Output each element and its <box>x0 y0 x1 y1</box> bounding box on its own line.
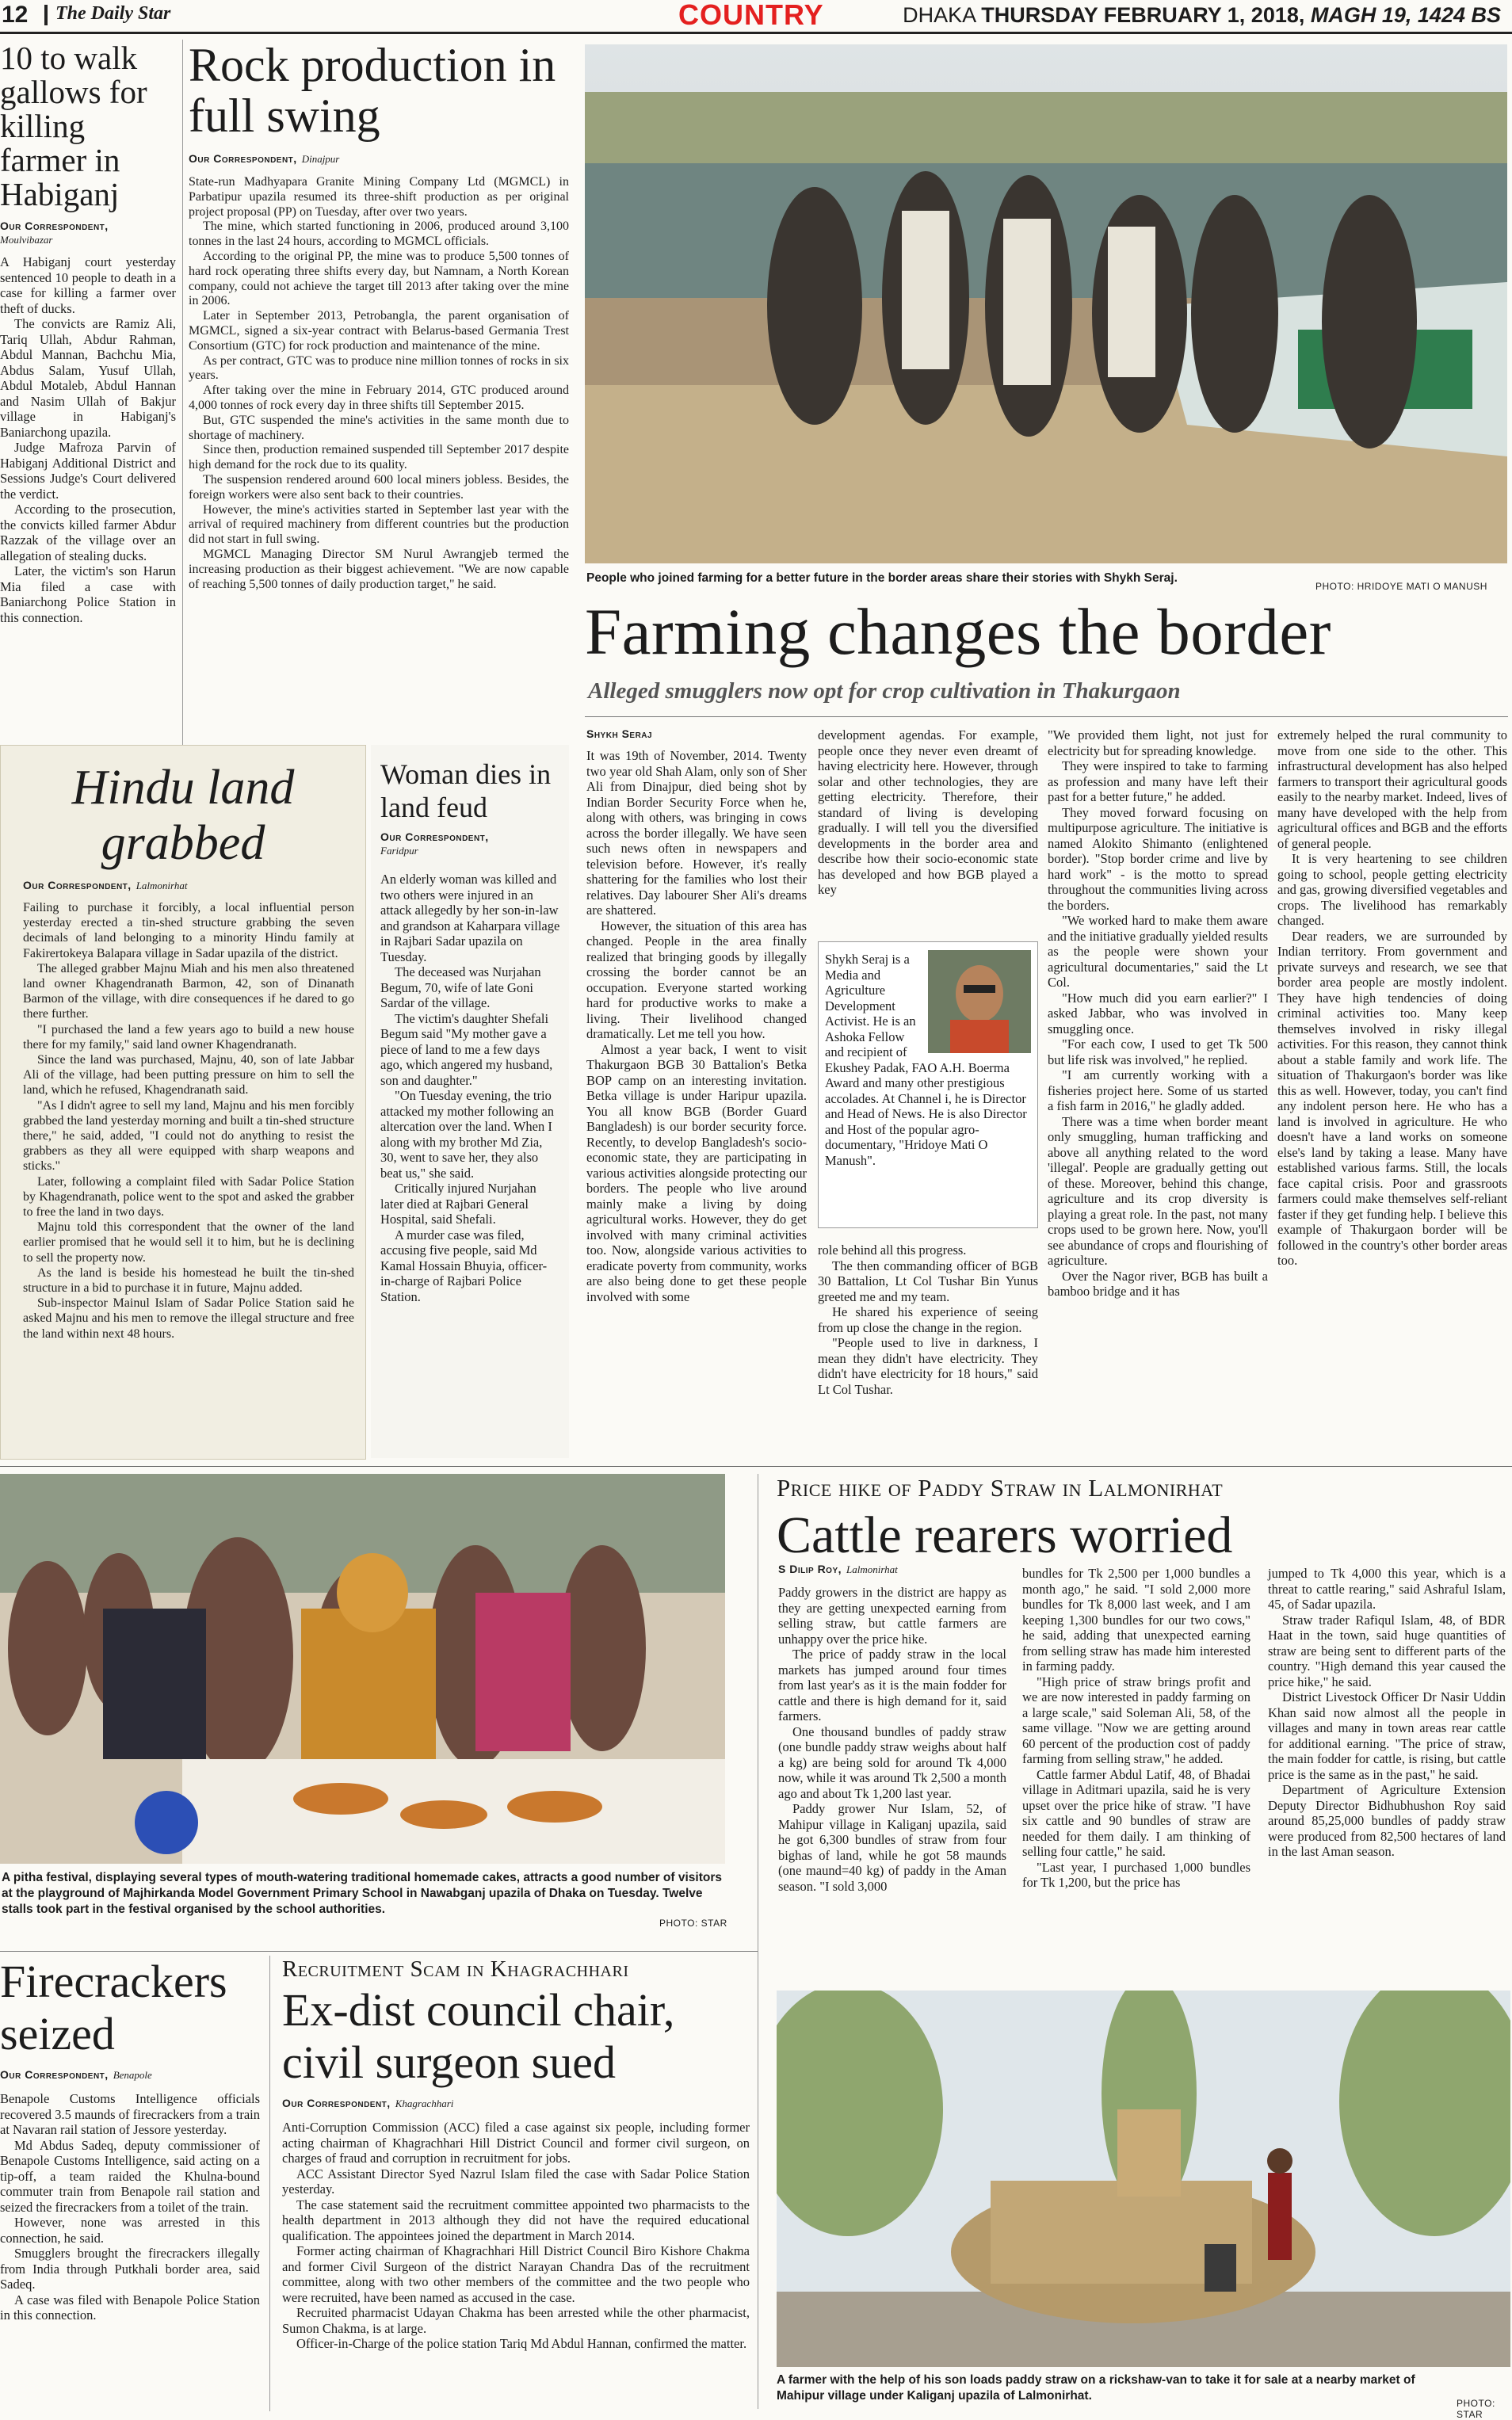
article-body <box>189 175 569 592</box>
article-paragraph: Later in September 2013, Petrobangla, the parent organisation of MGMCL, signed a six-year contract with Belarus-based Germania Trest Consortium (GTC) for rock production and maintenance of the mine. <box>189 309 569 353</box>
article-paragraph: The suspension rendered around 600 local miners jobless. Besides, the foreign workers were also sent back to their countries. <box>189 472 569 502</box>
pitha-photo <box>0 1474 725 1864</box>
article-paragraph: Paddy growers in the district are happy as they are getting unexpected earning from selling straw, but cattle farmers are unhappy over the price hike. <box>778 1585 1006 1647</box>
farming-column-4 <box>1277 727 1507 1269</box>
cattle-column-3 <box>1268 1566 1506 1860</box>
article-paragraph: An elderly woman was killed and two others were injured in an attack allegedly by her son-in-law and grandson at Kaharpara village in Rajbari Sadar upazila on Tuesday. <box>380 872 560 964</box>
article-kicker: Price hike of Paddy Straw in Lalmonirhat <box>777 1474 1224 1502</box>
cattle-column-2 <box>1022 1566 1250 1891</box>
article-headline: Firecrackers seized <box>0 1956 227 2059</box>
article-paragraph: District Livestock Officer Dr Nasir Uddin Khan said now almost all the people in villages and many in town areas rear cattle for additional earning. "The price of straw, the main fodder for cattle, is rising, but cattle price is the same as in the past," he said. <box>1268 1689 1506 1782</box>
article-paragraph: As the land is beside his homestead he built the tin-shed structure in a bid to purchase it in future, Majnu added. <box>23 1265 354 1296</box>
article-paragraph: bundles for Tk 2,500 per 1,000 bundles a month ago," he said. "I sold 2,000 more bundles for Tk 8,000 last week, and I am keeping 1,300 bundles for our two cows," he said, adding that unexpected earning from selling straw has made him interested in farming paddy. <box>1022 1566 1250 1674</box>
author-bio <box>825 952 1033 1168</box>
section-title: COUNTRY <box>678 0 824 31</box>
article-paragraph: As per contract, GTC was to produce nine million tonnes of rocks in six years. <box>189 353 569 383</box>
float-spacer <box>922 952 1033 1056</box>
article-paragraph: "We worked hard to make them aware and the initiative gradually yielded results as the people were shown your agricultural documentaries," said the Lt Col. <box>1048 913 1268 990</box>
article-body <box>1277 727 1507 1269</box>
article-paragraph: The then commanding officer of BGB 30 Battalion, Lt Col Tushar Bin Yunus greeted me and my team. <box>818 1258 1038 1304</box>
dateline <box>903 3 1501 28</box>
article-paragraph: Straw trader Rafiqul Islam, 48, of BDR Haat in the town, said huge quantities of straw are being sent to different parts of the country. "High demand this year caused the price hike," he said. <box>1268 1612 1506 1689</box>
article-body <box>818 727 1038 898</box>
farming-column-3 <box>1048 727 1268 1300</box>
article-paragraph: "As I didn't agree to sell my land, Majnu and his men forcibly grabbed the land yesterday morning and built a tin-shed structure there," he said, added, "I could not do anything to resist the grabbers as they all were equipped with sharp weapons and sticks." <box>23 1098 354 1174</box>
article-paragraph: Officer-in-Charge of the police station Tariq Md Abdul Hannan, confirmed the matter. <box>296 2336 747 2352</box>
byline-location: Dinajpur <box>301 153 340 165</box>
article-paragraph: role behind all this progress. <box>818 1242 967 1258</box>
paper-logo: The Daily Star <box>55 3 171 24</box>
article-paragraph: The deceased was Nurjahan Begum, 70, wife of late Goni Sardar of the village. <box>380 964 541 1010</box>
article-paragraph: Judge Mafroza Parvin of Habiganj Additional District and Sessions Judge's Court delivered the verdict. <box>0 440 176 502</box>
date-bangla: MAGH 19, 1424 BS <box>1310 3 1501 27</box>
byline-location: Lalmonirhat <box>846 1563 898 1575</box>
article-byline <box>0 219 176 246</box>
byline-text: Our Correspondent, <box>0 2068 109 2081</box>
article-paragraph: It was 19th of November, 2014. Twenty two year old Shah Alam, only son of Sher Ali from Dinajpur, died being shot by Indian Border Security Force when he, along with others, was bringing in cows across the border illegally. We have seen such news often in newspapers and television before. However, it's really shattering for the families who lost their relatives. Day labourer Sher Ali's dreams are shattered. <box>586 748 807 918</box>
article-paragraph: Md Abdus Sadeq, deputy commissioner of Benapole Customs Intelligence, said acting on a tip-off, a team raided the Khulna-bound commuter train from Benapole rail station and seized the firecrackers from a toilet of the train. <box>0 2137 260 2215</box>
article-byline <box>380 830 563 857</box>
article-paragraph: Anti-Corruption Commission (ACC) filed a case against six people, including former acting chairman of Khagrachhari Hill District Council and former civil surgeon, on charges of fraud and corruption in recruitment for jobs. <box>282 2120 750 2166</box>
article-paragraph: Later, following a complaint filed with Sadar Police Station by Khagendranath, police went to the spot and asked the grabber to free the land in two days. <box>23 1174 354 1220</box>
byline-location: Khagrachhari <box>395 2097 454 2110</box>
farming-photo <box>585 44 1507 563</box>
article-paragraph: Benapole Customs Intelligence officials recovered 3.5 maunds of firecrackers from a train at Navaran rail station of Jessore yesterday. <box>0 2091 260 2137</box>
article-paragraph: Failing to purchase it forcibly, a local influential person yesterday erected a tin-shed structure grabbing the seven decimals of land belonging to a minority Hindu family at Fakirertokeya Balapara village in Sadar upazila of the district. <box>23 901 354 960</box>
article-paragraph: Critically injured Nurjahan later died at Rajbari General Hospital, said Shefali. <box>380 1181 536 1227</box>
author-box <box>818 941 1038 1228</box>
article-paragraph: ACC Assistant Director Syed Nazrul Islam filed the case with Sadar Police Station yesterday. <box>282 2166 750 2197</box>
article-paragraph: The convicts are Ramiz Ali, Tariq Ullah, Abdur Rahman, Abdul Mannan, Bachchu Mia, Abdus Salam, Yusuf Ullah, Abdul Motaleb, Abdul Hannan and Nasim Ullah of Bakjur village in Habiganj's Baniarchong upazila. <box>0 316 176 440</box>
article-paragraph: "For each cow, I used to get Tk 500 but life risk was involved," he replied. <box>1048 1036 1268 1067</box>
article-paragraph: "Last year, I purchased 1,000 bundles for Tk 1,200, but the price has <box>1022 1859 1250 1890</box>
farming-headline: Farming changes the border <box>585 595 1331 668</box>
photo-caption: People who joined farming for a better future in the border areas share their stories with Shykh Seraj. <box>586 571 1178 585</box>
byline-location: Moulvibazar <box>0 234 53 246</box>
masthead-divider <box>44 5 48 25</box>
article-headline: Hindu land grabbed <box>71 761 295 870</box>
article-paragraph: The price of paddy straw in the local markets has jumped around four times from last year's as it is the main fodder for cattle and there is high demand for it, said farmers. <box>778 1647 1006 1723</box>
article-paragraph: Later, the victim's son Harun Mia filed a case with Baniarchong Police Station in this connection. <box>0 563 176 625</box>
byline-location: Faridpur <box>380 845 418 857</box>
column-rule <box>269 1956 270 2411</box>
byline-text: S Dilip Roy, <box>778 1563 842 1575</box>
article-firecrackers <box>0 1956 260 2323</box>
article-paragraph: Almost a year back, I went to visit Thakurgaon BGB 30 Battalion's Betka BOP camp on an interesting invitation. Betka village is under Haripur upazila. You all know BGB (Border Guard Bangladesh) is our border security force. Recently, to develop Bangladesh's socio-economic state, they are participating in various activities alongside protecting our borders. The people who live around mainly make a living by doing agricultural works. However, they do get involved with many criminal activities too. Now, alongside various activities to eradicate poverty from community, works are also being done to get these people involved with some <box>586 1041 807 1304</box>
article-paragraph: However, the mine's activities started in September last year with the arrival of required machinery from different countries but the production did not start in full swing. <box>189 502 569 547</box>
article-body <box>0 2091 260 2323</box>
article-paragraph: One thousand bundles of paddy straw (one bundle paddy straw weighs about half a kg) are being sold for around Tk 4,000 now, while it was around Tk 2,500 a month ago and about Tk 1,200 last year. <box>778 1723 1006 1801</box>
article-headline: Ex-dist council chair, civil surgeon sued <box>282 1984 675 2089</box>
article-byline <box>282 2097 750 2110</box>
article-byline <box>0 2068 260 2082</box>
article-body <box>282 2120 750 2352</box>
page-number: 12 <box>2 2 29 28</box>
article-paragraph: The victim's daughter Shefali Begum said "My mother gave a piece of land to me a few days ago, which angered my husband, son and daughter." <box>380 1010 553 1088</box>
article-paragraph: "People used to live in darkness, I mean they didn't have electricity. They didn't have electricity for 18 hours," said Lt Col Tushar. <box>818 1335 1038 1397</box>
article-paragraph: Sub-inspector Mainul Islam of Sadar Police Station said he asked Majnu and his men to remove the illegal structure and free the land within next 48 hours. <box>23 1296 354 1341</box>
byline-text: Our Correspondent, <box>380 830 489 843</box>
article-paragraph: "On Tuesday evening, the trio attacked my mother following an altercation over the land. When I along with my brother Md Zia, 30, went to save her, they also beat us," she said. <box>380 1088 555 1181</box>
article-paragraph: The alleged grabber Majnu Miah and his men also threatened land owner Khagendranath Barmon, 42, son of Dinanath Barmon of the village, with dire consequences if he dared to go there further. <box>23 961 354 1021</box>
article-body <box>380 872 561 1304</box>
article-paragraph: "We provided them light, not just for electricity but for spreading knowledge. <box>1048 727 1268 758</box>
article-byline: Shykh Seraj <box>586 727 653 740</box>
article-paragraph: A Habiganj court yesterday sentenced 10 people to death in a case for killing a farmer over theft of ducks. <box>0 254 176 316</box>
article-paragraph: State-run Madhyapara Granite Mining Company Ltd (MGMCL) in Parbatipur upazila resumed its three-shift production as per original project proposal (PP) on Tuesday, after over two years. <box>189 175 569 219</box>
article-paragraph: jumped to Tk 4,000 this year, which is a threat to cattle rearing," said Ashraful Islam, 45, of Sadar upazila. <box>1268 1566 1506 1612</box>
photo-caption: A pitha festival, displaying several types of mouth-watering traditional homemade cakes, attracts a good number of visitors at the playground of Majhirkanda Model Government Primary School in Nawabganj upazila of Dhaka on Tuesday. Twelve stalls took part in the festival organised by the school authorities. <box>2 1871 722 1916</box>
article-exdist <box>282 1957 750 2352</box>
article-paragraph: The mine, which started functioning in 2006, produced around 3,100 tonnes in the last 24 hours, according to MGMCL officials. <box>189 219 569 249</box>
article-body <box>0 254 176 625</box>
column-rule <box>182 40 183 745</box>
article-paragraph: However, none was arrested in this connection, he said. <box>0 2215 260 2246</box>
photo-credit: PHOTO: HRIDOYE MATI O MANUSH <box>1315 581 1487 592</box>
straw-photo <box>777 1991 1510 2367</box>
byline-location: Lalmonirhat <box>136 880 188 891</box>
farming-column-1 <box>586 727 807 1304</box>
article-paragraph: Former acting chairman of Khagrachhari Hill District Council Biro Kishore Chakma and former Civil Surgeon of the district Narayan Chandra Das of the recruitment committee, along with two other members of the committee and the two people who were recruited, have been named as accused in the case. <box>282 2243 750 2305</box>
article-paragraph: According to the prosecution, the convicts killed farmer Abdur Razzak of the village over an allegation of stealing ducks. <box>0 502 176 563</box>
byline-text: Our Correspondent, <box>0 219 109 232</box>
article-headline: Cattle rearers worried <box>777 1506 1233 1564</box>
hindu-box <box>0 745 366 1460</box>
byline-text: Our Correspondent, <box>189 152 297 165</box>
woman-box <box>371 745 569 1458</box>
article-body <box>23 900 354 1342</box>
article-rock <box>189 40 569 592</box>
photo-caption: A farmer with the help of his son loads paddy straw on a rickshaw-van to take it for sale at a nearby market of Mahipur village under Kaliganj upazila of Lalmonirhat. <box>777 2373 1415 2403</box>
article-paragraph: But, GTC suspended the mine's activities in the same month due to shortage of machinery. <box>189 413 569 442</box>
article-paragraph: "High price of straw brings profit and we are now interested in paddy farming on a large scale," said Soleman Ali, 58, of the same village. "Now we are getting around 60 percent of the production cost of paddy farming from selling straw," he added. <box>1022 1674 1250 1766</box>
article-paragraph: extremely helped the rural community to move from one side to the other. This infrastructural development has also helped farmers to transport their agricultural goods easily to the nearby market. Indeed, lives of many have developed with the help from agricultural offices and BGB and the efforts of general people. <box>1277 727 1507 851</box>
masthead <box>0 0 1512 34</box>
date-main: THURSDAY FEBRUARY 1, 2018, <box>981 3 1305 27</box>
article-paragraph: However, the situation of this area has changed. People in the area finally realized that bringing goods by illegally crossing the border cannot be an occupation. Everyone started working hard for productive works to make a living. Their livelihood changed dramatically. Let me tell you how. <box>586 918 807 1041</box>
photo-credit: PHOTO: STAR <box>659 1918 727 1929</box>
article-paragraph: They were inspired to take to farming as profession and many have left their past for a better future," he added. <box>1048 758 1268 804</box>
article-paragraph: Recruited pharmacist Udayan Chakma has been arrested while the other pharmacist, Sumon Chakma, is at large. <box>282 2305 750 2336</box>
article-paragraph: MGMCL Managing Director SM Nurul Awrangjeb termed the increasing production as their biggest achievement. "We are now capable of reaching 5,500 tonnes of daily production target," he said. <box>189 547 569 591</box>
article-paragraph: The case statement said the recruitment committee appointed two pharmacists to the health department in 2013 although they did not have the required educational qualification. The appointees joined the department in March 2014. <box>282 2197 750 2243</box>
article-paragraph: A murder case was filed, accusing five people, said Md Kamal Hossain Bhuyia, officer-in-charge of Rajbari Police Station. <box>380 1227 548 1304</box>
article-paragraph: Majnu told this correspondent that the owner of the land earlier promised that he would sell it to him, but he is declining to sell the property now. <box>23 1220 354 1265</box>
article-paragraph: Since then, production remained suspended till September 2017 despite high demand for the rock due to its quality. <box>189 443 569 472</box>
article-headline: Woman dies in land feud <box>380 758 552 823</box>
farming-subhead: Alleged smugglers now opt for crop cultivation in Thakurgaon <box>588 678 1181 704</box>
article-paragraph: He shared his experience of seeing from up close the change in the region. <box>818 1304 1038 1335</box>
byline-text: Our Correspondent, <box>282 2097 391 2110</box>
article-paragraph: "How much did you earn earlier?" I asked Jabbar, who was involved in smuggling once. <box>1048 990 1268 1036</box>
article-paragraph: "I am currently working with a fisheries project here. Some of us started a fish farm in 2016," he gladly added. <box>1048 1067 1268 1113</box>
farming-column-2 <box>818 727 1038 1397</box>
article-byline <box>23 879 187 892</box>
article-paragraph: Paddy grower Nur Islam, 52, of Mahipur village in Kaliganj upazila, said he got 6,300 bundles of straw from four bighas of land, while he got 58 maunds (one maund=40 kg) of paddy in the Aman season. "I sold 3,000 <box>778 1801 1006 1894</box>
article-paragraph: Over the Nagor river, BGB has built a bamboo bridge and it has <box>1048 1268 1268 1299</box>
byline-location: Benapole <box>113 2069 152 2081</box>
photo-credit: PHOTO: STAR <box>1457 2398 1495 2420</box>
article-paragraph: A case was filed with Benapole Police Station in this connection. <box>0 2292 260 2323</box>
article-body <box>1048 727 1268 1300</box>
date-city: DHAKA <box>903 3 976 27</box>
article-paragraph: Cattle farmer Abdul Latif, 48, of Bhadai village in Aditmari upazila, said he is very upset over the price hike of straw. "I have six cattle and 90 bundles of straw are needed for them daily. I am thinking of selling four cattle," he said. <box>1022 1766 1250 1859</box>
subhead-rule <box>585 716 1508 717</box>
cattle-column-1 <box>778 1585 1006 1894</box>
byline-text: Our Correspondent, <box>23 879 132 891</box>
article-headline: Rock production in full swing <box>189 39 556 142</box>
article-paragraph: Since the land was purchased, Majnu, 40, son of late Jabbar Ali of the village, had been putting pressure on him to sell the land, which he refused, Khagendranath said. <box>23 1053 354 1097</box>
author-bio-text: Shykh Seraj is a Media and Agriculture Development Activist. He is an Ashoka Fellow and recipient of Ekushey Padak, FAO A.H. Boerma Award and many other prestigious accolades. At Channel i, he is Director and Head of News. He is also Director and Host of the popular agro-documentary, "Hridoye Mati O Manush". <box>825 952 1027 1168</box>
article-kicker: Recruitment Scam in Khagrachhari <box>282 1956 629 1982</box>
article-headline: 10 to walk gallows for killing farmer in Habiganj <box>0 40 147 212</box>
article-paragraph: Smugglers brought the firecrackers illegally from India through Putkhali border area, said Sadeq. <box>0 2246 260 2292</box>
article-byline <box>189 152 569 166</box>
article-paragraph: There was a time when border meant only smuggling, human trafficking and above all anything related to the word 'illegal'. People are gradually getting out of these. Moreover, behind this change, agriculture and its crop diversity is playing a great role. In the past, not many crops used to be grown here. Now, you'll see abundance of crops and flourishing of agriculture. <box>1048 1113 1268 1268</box>
article-body <box>586 748 807 1304</box>
article-paragraph: Dear readers, we are surrounded by Indian territory. From government and private surveys and research, we see that border area people are mostly indolent. They have high tendencies of doing criminal activities too. Many keep themselves involved in risky illegal activities. For this reason, they cannot think about a stable family and work life. The situation of Thakurgaon's border was like this as well. However, today, you can't find any indolent person here. He who has a land is involved in agriculture. He who doesn't have a land works on someone else's land by taking a lease. Many have established various farms. Still, the locals face capital crisis. Poor and grassroots farmers could make themselves self-reliant faster if they get funding help. I believe this example of Thakurgaon border will be followed in the country's other border areas too. <box>1277 928 1507 1268</box>
article-byline <box>778 1563 898 1576</box>
section-rule <box>0 1951 758 1952</box>
article-paragraph: According to the original PP, the mine was to produce 5,500 tonnes of hard rock operating three shifts every day, but Namnam, a North Korean company, could not achieve the target till 2013 after taking over the mine in 2006. <box>189 249 569 308</box>
article-body <box>818 1242 1038 1397</box>
article-paragraph: It is very heartening to see children going to school, people getting electricity and gas, growing diversified vegetables and crops. The livelihood has remarkably changed. <box>1277 851 1507 928</box>
article-paragraph: Department of Agriculture Extension Deputy Director Bidhubhushon Roy said around 85,25,000 bundles of paddy straw were produced from 82,500 hectares of land in the last Aman season. <box>1268 1782 1506 1859</box>
section-rule <box>0 1466 1512 1467</box>
article-cattle <box>777 1475 1510 1565</box>
article-paragraph: "I purchased the land a few years ago to build a new house there for my family," said land owner Khagendranath. <box>23 1022 354 1052</box>
article-gallows <box>0 41 176 625</box>
article-paragraph: development agendas. For example, people once they never even dreamt of having electricity here. However, through solar and other technologies, they are getting electricity. Therefore, their standard of living is developing gradually. I will tell you the diversified developments in the border area and describe how their socio-economic state has developed and how BGB played a key <box>818 727 1038 897</box>
article-paragraph: After taking over the mine in February 2014, GTC produced around 4,000 tonnes of rock every day in three shifts till September 2015. <box>189 384 569 412</box>
article-paragraph: They moved forward focusing on multipurpose agriculture. The initiative is named Alokito Shimanto (enlightened border). "Stop border crime and live by hard work" - is the motto to spread throughout the communities living across the borders. <box>1048 804 1268 913</box>
